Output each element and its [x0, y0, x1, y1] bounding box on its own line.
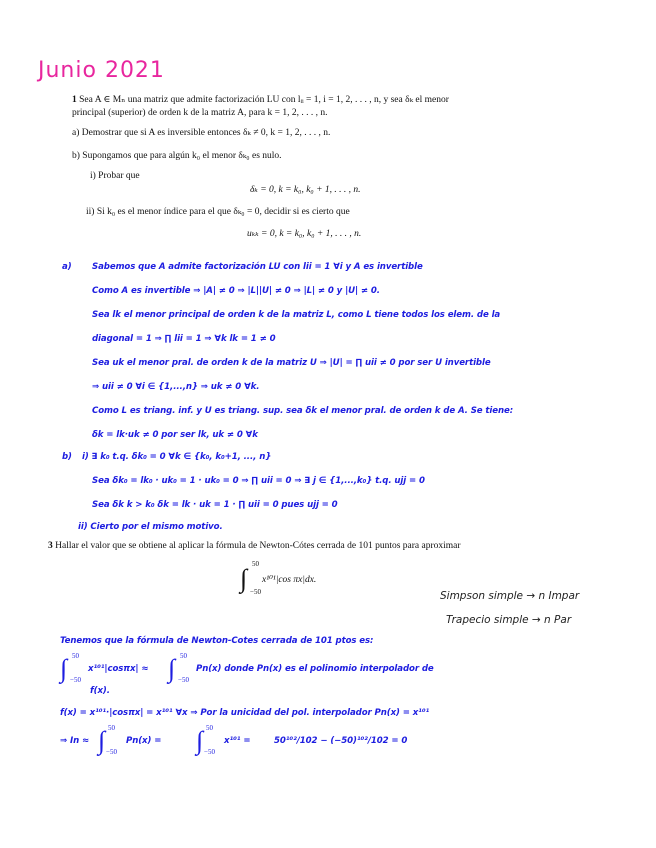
problem3-upper-limit: 50	[252, 560, 259, 568]
solution1-a-line: diagonal = 1 ⇒ ∏ lii = 1 ⇒ ∀k lk = 1 ≠ 0	[92, 334, 276, 344]
page-title: Junio 2021	[38, 58, 165, 83]
solution1-b-label: b)	[62, 452, 72, 462]
problem1-eq-ii: uₖₖ = 0, k = k₀, k₀ + 1, . . . , n.	[247, 229, 362, 239]
solution3-line4: f(x) = x¹⁰¹·|cosπx| = x¹⁰¹ ∀x ⇒ Por la unicidad del pol. interpolador Pn(x) = x¹⁰¹	[60, 708, 430, 718]
problem1-line1	[72, 94, 449, 106]
integral-sign-icon: ∫	[240, 564, 248, 593]
integral-sign-icon: ∫	[196, 726, 204, 755]
solution3-line5-result: 50¹⁰²/102 − (−50)¹⁰²/102 = 0	[274, 736, 408, 746]
problem1-statement-2: principal (superior) de orden k de la matriz A, para k = 1, 2, . . . , n.	[72, 108, 328, 118]
solution3-line1: Tenemos que la fórmula de Newton-Cotes cerrada de 101 ptos es:	[60, 636, 374, 646]
problem3-statement: Hallar el valor que se obtiene al aplicar la fórmula de Newton-Cótes cerrada de 101 puntos para aproximar	[55, 541, 461, 551]
solution1-b-line: ii) Cierto por el mismo motivo.	[78, 522, 223, 532]
solution3-int2-lower: −50	[178, 676, 189, 684]
problem1-number: 1	[72, 95, 77, 105]
problem1-statement-1: Sea A ∈ Mₙ una matriz que admite factorización LU con lᵢᵢ = 1, i = 1, 2, . . . , n, y sea δₖ el menor	[79, 95, 449, 105]
problem3-lower-limit: −50	[250, 588, 261, 596]
solution1-b-line: i) ∃ k₀ t.q. δk₀ = 0 ∀k ∈ {k₀, k₀+1, ..., n}	[82, 452, 272, 462]
note-simpson: Simpson simple → n Impar	[440, 590, 580, 602]
problem3-line	[48, 540, 461, 552]
solution3-int1-lower: −50	[70, 676, 81, 684]
solution3-line5	[60, 724, 620, 758]
solution3-line2-rest: Pn(x) donde Pn(x) es el polinomio interpolador de	[196, 664, 434, 674]
solution3-int3-upper: 50	[108, 724, 115, 732]
integral-sign-icon: ∫	[168, 654, 176, 683]
problem1-eq-i: δₖ = 0, k = k₀, k₀ + 1, . . . , n.	[250, 185, 361, 195]
note-trapecio: Trapecio simple → n Par	[446, 614, 572, 626]
solution1-a-line: Como L es triang. inf. y U es triang. sup. sea δk el menor pral. de orden k de A. Se tiene:	[92, 406, 514, 416]
problem3-integrand: x¹⁰¹|cos πx|dx.	[262, 575, 317, 585]
solution1-a-line: Sabemos que A admite factorización LU con lii = 1 ∀i y A es invertible	[92, 262, 423, 272]
problem1-part-b: b) Supongamos que para algún k₀ el menor δₖ₀ es nulo.	[72, 151, 282, 161]
solution1-a-label: a)	[62, 262, 72, 272]
solution1-a-line: ⇒ uii ≠ 0 ∀i ∈ {1,...,n} ⇒ uk ≠ 0 ∀k.	[92, 382, 260, 392]
solution1-a-line: Sea uk el menor pral. de orden k de la matriz U ⇒ |U| = ∏ uii ≠ 0 por ser U invertible	[92, 358, 491, 368]
solution3-line5-prefix: ⇒ In ≈	[60, 736, 90, 746]
solution3-line2	[60, 652, 620, 686]
solution1-a-line: Como A es invertible ⇒ |A| ≠ 0 ⇒ |L||U| ≠ 0 ⇒ |L| ≠ 0 y |U| ≠ 0.	[92, 286, 380, 296]
problem3-number: 3	[48, 541, 53, 551]
solution3-int1-upper: 50	[72, 652, 79, 660]
solution3-line5-mid2: x¹⁰¹ =	[224, 736, 251, 746]
solution3-int4-lower: −50	[204, 748, 215, 756]
solution3-line3: f(x).	[90, 686, 110, 696]
solution1-a-line: δk = lk·uk ≠ 0 por ser lk, uk ≠ 0 ∀k	[92, 430, 258, 440]
problem1-part-b-i: i) Probar que	[90, 171, 140, 181]
solution3-int4-upper: 50	[206, 724, 213, 732]
solution3-line5-mid: Pn(x) =	[126, 736, 162, 746]
solution1-b-line: Sea δk k > k₀ δk = lk · uk = 1 · ∏ uii = 0 pues ujj = 0	[92, 500, 338, 510]
solution1-a-line: Sea lk el menor principal de orden k de la matriz L, como L tiene todos los elem. de la	[92, 310, 501, 320]
integral-sign-icon: ∫	[60, 654, 68, 683]
solution1-b-line: Sea δk₀ = lk₀ · uk₀ = 1 · uk₀ = 0 ⇒ ∏ uii = 0 ⇒ ∃ j ∈ {1,...,k₀} t.q. ujj = 0	[92, 476, 425, 486]
solution3-int3-lower: −50	[106, 748, 117, 756]
problem1-part-a: a) Demostrar que si A es inversible entonces δₖ ≠ 0, k = 1, 2, . . . , n.	[72, 128, 331, 138]
problem1-part-b-ii: ii) Si k₀ es el menor índice para el que δₖ₀ = 0, decidir si es cierto que	[86, 207, 350, 217]
solution3-line2-expr: x¹⁰¹|cosπx| ≈	[88, 664, 149, 674]
integral-sign-icon: ∫	[98, 726, 106, 755]
solution3-int2-upper: 50	[180, 652, 187, 660]
